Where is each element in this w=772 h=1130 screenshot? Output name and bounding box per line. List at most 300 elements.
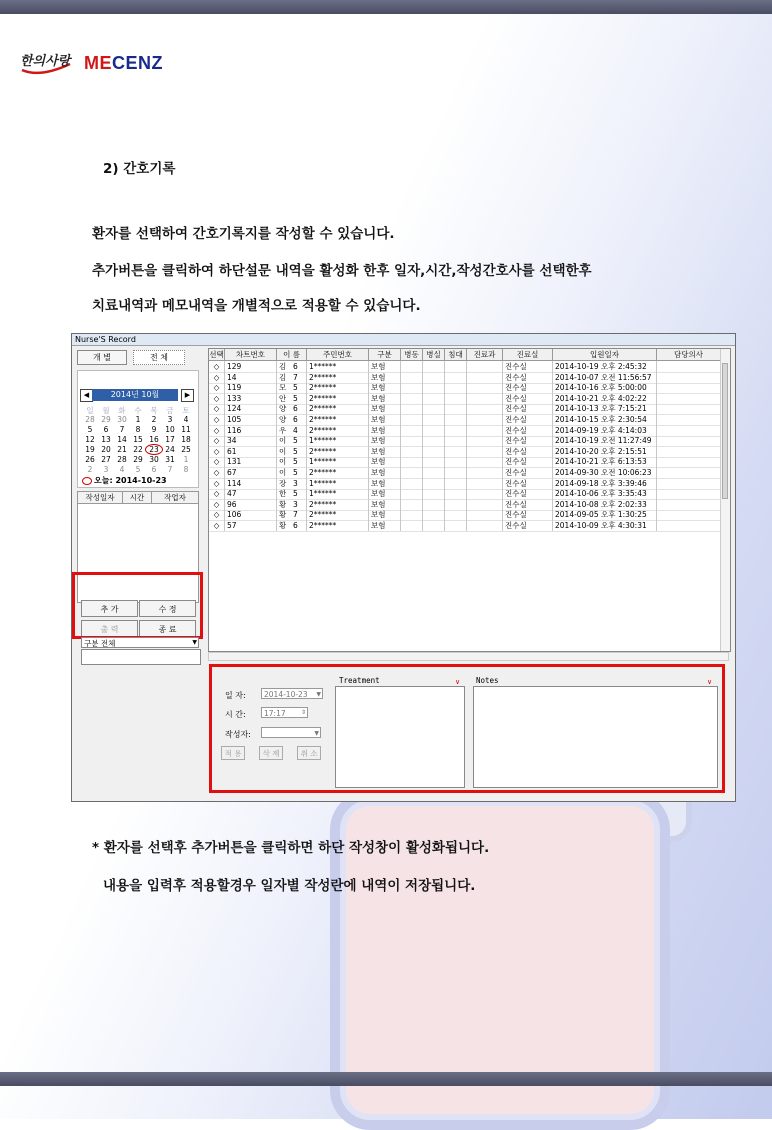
grid-col-header[interactable]: 침대	[445, 349, 467, 360]
grid-cell: 2014-10-19 오전 11:27:49	[553, 435, 657, 446]
grid-cell-empty	[657, 520, 721, 531]
grid-cell-empty	[401, 361, 423, 372]
grid-cell: 5	[291, 393, 307, 404]
grid-cell: 1******	[307, 488, 369, 499]
intro-line-3: 치료내역과 메모내역을 개별적으로 적용할 수 있습니다.	[92, 298, 421, 314]
select-diamond-icon[interactable]: ◇	[209, 499, 225, 510]
grid-cell: 진수실	[503, 478, 553, 489]
grid-cell: 보험	[369, 467, 401, 478]
grid-cell-empty	[401, 446, 423, 457]
highlight-buttons	[72, 572, 203, 639]
date-label: 일 자:	[225, 691, 246, 700]
grid-cell: 2******	[307, 520, 369, 531]
grid-cell-empty	[423, 499, 445, 510]
today-ring-icon	[82, 477, 92, 485]
calendar-day[interactable]: 21	[117, 445, 127, 454]
grid-cell: 4	[291, 425, 307, 436]
select-diamond-icon[interactable]: ◇	[209, 414, 225, 425]
grid-cell: 119	[225, 382, 277, 393]
calendar-days	[82, 415, 194, 474]
calendar-day[interactable]: 2	[151, 415, 157, 424]
grid-cell-empty	[423, 488, 445, 499]
grid-cell: 진수실	[503, 467, 553, 478]
select-diamond-icon[interactable]: ◇	[209, 456, 225, 467]
calendar-day[interactable]: 11	[181, 425, 191, 434]
calendar-day[interactable]: 31	[165, 455, 175, 464]
grid-cell-empty	[467, 425, 503, 436]
grid-cell: 2******	[307, 425, 369, 436]
grid-cell-empty	[467, 520, 503, 531]
grid-cell: 5	[291, 467, 307, 478]
grid-col-header[interactable]: 주민번호	[307, 349, 369, 360]
grid-cell: 5	[291, 446, 307, 457]
grid-cell: 6	[291, 414, 307, 425]
grid-cell-empty	[423, 467, 445, 478]
grid-cell: 131	[225, 456, 277, 467]
grid-header	[209, 349, 721, 361]
grid-cell-empty	[423, 361, 445, 372]
grid-cell-empty	[445, 509, 467, 520]
grid-cell: 보험	[369, 414, 401, 425]
chevron-down-icon: ▼	[316, 691, 321, 698]
grid-cell: 안	[279, 393, 287, 403]
grid-cell: 129	[225, 361, 277, 372]
grid-cell: 우	[279, 425, 287, 435]
calendar-next-button[interactable]: ▶	[181, 389, 194, 402]
calendar-day[interactable]: 5	[135, 465, 141, 474]
select-diamond-icon[interactable]: ◇	[209, 372, 225, 383]
edit-button[interactable]: 수 정	[139, 600, 196, 617]
grid-cell: 2******	[307, 499, 369, 510]
grid-cell-empty	[657, 393, 721, 404]
calendar-day[interactable]: 7	[167, 465, 173, 474]
grid-cell-empty	[445, 435, 467, 446]
treatment-dropdown-icon[interactable]: ∨	[455, 678, 461, 686]
calendar-day[interactable]: 7	[119, 425, 125, 434]
grid-cell-empty	[423, 403, 445, 414]
logo-brand: MECENZ	[84, 52, 163, 73]
grid-horizontal-scrollbar[interactable]	[208, 652, 729, 661]
grid-cell-empty	[445, 382, 467, 393]
grid-cell-empty	[423, 435, 445, 446]
cancel-button[interactable]: 취 소	[297, 746, 321, 760]
grid-cell: 61	[225, 446, 277, 457]
calendar-day[interactable]: 1	[183, 455, 189, 464]
grid-cell: 2******	[307, 382, 369, 393]
grid-cell-empty	[445, 488, 467, 499]
grid-cell-empty	[423, 425, 445, 436]
grid-cell-empty	[401, 478, 423, 489]
grid-cell-empty	[657, 382, 721, 393]
select-diamond-icon[interactable]: ◇	[209, 509, 225, 520]
grid-cell-empty	[445, 425, 467, 436]
grid-cell-empty	[657, 509, 721, 520]
grid-cell: 진수실	[503, 403, 553, 414]
col-time[interactable]: 시간	[123, 492, 152, 503]
patient-grid	[208, 348, 731, 652]
grid-cell: 124	[225, 403, 277, 414]
grid-cell: 2014-10-19 오후 2:45:32	[553, 361, 657, 372]
grid-cell: 2******	[307, 403, 369, 414]
grid-cell: 105	[225, 414, 277, 425]
grid-cell-empty	[401, 414, 423, 425]
grid-cell: 6	[291, 520, 307, 531]
weekday-label: 목	[150, 406, 158, 415]
grid-cell-empty	[657, 488, 721, 499]
grid-cell: 진수실	[503, 393, 553, 404]
grid-cell-empty	[657, 467, 721, 478]
grid-cell: 양	[279, 404, 287, 414]
grid-cell-empty	[657, 361, 721, 372]
grid-cell: 5	[291, 488, 307, 499]
grid-cell: 106	[225, 509, 277, 520]
calendar-day[interactable]: 4	[183, 415, 189, 424]
calendar-day[interactable]: 30	[149, 455, 159, 464]
grid-cell: 진수실	[503, 372, 553, 383]
grid-cell: 3	[291, 478, 307, 489]
calendar-day[interactable]: 17	[165, 435, 175, 444]
calendar-day[interactable]: 28	[117, 455, 127, 464]
grid-col-header[interactable]: 진료실	[503, 349, 553, 360]
grid-cell: 57	[225, 520, 277, 531]
grid-cell-empty	[467, 446, 503, 457]
calendar-prev-button[interactable]: ◀	[80, 389, 93, 402]
grid-cell: 2014-09-19 오후 4:14:03	[553, 425, 657, 436]
spin-icon: ⇕	[300, 709, 306, 716]
note-line-1: * 환자를 선택후 추가버튼을 클릭하면 하단 작성창이 활성화됩니다.	[92, 840, 490, 856]
grid-cell-empty	[467, 467, 503, 478]
col-write-date[interactable]: 작성일자	[78, 492, 123, 503]
top-bar	[0, 0, 772, 14]
calendar-day[interactable]: 19	[85, 445, 95, 454]
calendar-day[interactable]: 6	[151, 465, 157, 474]
grid-cell-empty	[467, 393, 503, 404]
intro-line-1: 환자를 선택하여 간호기록지를 작성할 수 있습니다.	[92, 226, 395, 242]
grid-cell: 보험	[369, 478, 401, 489]
grid-cell-empty	[401, 456, 423, 467]
grid-cell: 보험	[369, 361, 401, 372]
grid-cell: 2014-10-21 오후 6:13:53	[553, 456, 657, 467]
calendar-today[interactable]: 오늘: 2014-10-23	[82, 475, 167, 486]
grid-cell-empty	[401, 520, 423, 531]
grid-cell: 5	[291, 456, 307, 467]
time-stepper[interactable]: 17:17 ⇕	[261, 707, 308, 718]
grid-cell-empty	[445, 446, 467, 457]
grid-cell: 보험	[369, 509, 401, 520]
select-diamond-icon[interactable]: ◇	[209, 403, 225, 414]
calendar-day[interactable]: 10	[165, 425, 175, 434]
select-diamond-icon[interactable]: ◇	[209, 488, 225, 499]
grid-cell: 34	[225, 435, 277, 446]
calendar-day[interactable]: 30	[117, 415, 127, 424]
calendar-day[interactable]: 18	[181, 435, 191, 444]
grid-cell: 67	[225, 467, 277, 478]
grid-cell: 2014-09-05 오후 1:30:25	[553, 509, 657, 520]
grid-col-header[interactable]: 담당의사	[657, 349, 721, 360]
grid-cell: 2014-10-08 오후 2:02:33	[553, 499, 657, 510]
grid-cell-empty	[467, 499, 503, 510]
calendar	[77, 370, 199, 488]
grid-cell: 3	[291, 499, 307, 510]
grid-cell-empty	[467, 456, 503, 467]
grid-cell: 14	[225, 372, 277, 383]
nurse-record-window	[71, 333, 736, 802]
select-diamond-icon[interactable]: ◇	[209, 393, 225, 404]
grid-cell: 2014-10-21 오후 4:02:22	[553, 393, 657, 404]
grid-cell-empty	[467, 382, 503, 393]
grid-cell-empty	[467, 509, 503, 520]
apply-button[interactable]: 적 용	[221, 746, 245, 760]
scroll-thumb[interactable]	[722, 363, 728, 499]
grid-cell: 보험	[369, 488, 401, 499]
grid-cell: 2014-10-06 오후 3:35:43	[553, 488, 657, 499]
chevron-down-icon: ▼	[314, 730, 319, 737]
select-diamond-icon[interactable]: ◇	[209, 520, 225, 531]
grid-col-header[interactable]: 병실	[423, 349, 445, 360]
grid-cell: 1******	[307, 456, 369, 467]
calendar-day[interactable]: 23	[146, 445, 162, 454]
grid-cell: 장	[279, 478, 287, 488]
toggle-all[interactable]: 전 체	[133, 350, 185, 365]
grid-cell-empty	[423, 372, 445, 383]
grid-cell-empty	[467, 488, 503, 499]
notes-dropdown-icon[interactable]: ∨	[707, 678, 713, 686]
grid-cell: 7	[291, 509, 307, 520]
calendar-day[interactable]: 13	[101, 435, 111, 444]
grid-cell-empty	[467, 403, 503, 414]
treatment-title: Treatment	[339, 676, 380, 685]
category-filter-select[interactable]: 구분 전체 ▼	[81, 637, 199, 648]
note-line-2: 내용을 입력후 적용할경우 일자별 작성란에 내역이 저장됩니다.	[103, 878, 476, 894]
grid-cell: 보험	[369, 403, 401, 414]
calendar-day[interactable]: 29	[101, 415, 111, 424]
grid-cell: 황	[279, 510, 287, 520]
grid-cell: 2******	[307, 372, 369, 383]
calendar-day[interactable]: 14	[117, 435, 127, 444]
grid-cell-empty	[401, 403, 423, 414]
date-picker[interactable]: 2014-10-23 ▼	[261, 688, 323, 699]
select-diamond-icon[interactable]: ◇	[209, 478, 225, 489]
logo-korean: 한의사랑	[20, 54, 71, 69]
grid-cell: 한	[279, 489, 287, 499]
bottom-bar	[0, 1072, 772, 1086]
grid-col-header[interactable]: 병동	[401, 349, 423, 360]
calendar-day[interactable]: 8	[135, 425, 141, 434]
toggle-individual[interactable]: 개 별	[77, 350, 127, 365]
intro-line-2: 추가버튼을 클릭하여 하단설문 내역을 활성화 한후 일자,시간,작성간호사를 선택한후	[92, 263, 592, 279]
grid-cell: 진수실	[503, 520, 553, 531]
grid-cell-empty	[445, 372, 467, 383]
grid-cell: 114	[225, 478, 277, 489]
grid-cell: 진수실	[503, 488, 553, 499]
grid-cell: 진수실	[503, 382, 553, 393]
grid-cell-empty	[423, 414, 445, 425]
delete-button[interactable]: 삭 제	[259, 746, 283, 760]
calendar-day[interactable]: 15	[133, 435, 143, 444]
grid-cell-empty	[445, 499, 467, 510]
grid-cell: 진수실	[503, 509, 553, 520]
grid-cell: 진수실	[503, 446, 553, 457]
grid-col-header[interactable]: 입원일자	[553, 349, 657, 360]
chevron-down-icon: ▼	[192, 639, 197, 646]
grid-cell: 이	[279, 457, 287, 467]
grid-cell: 황	[279, 521, 287, 530]
grid-cell: 96	[225, 499, 277, 510]
brand-logo	[20, 50, 163, 76]
grid-col-header[interactable]: 선택	[209, 350, 224, 359]
grid-cell: 진수실	[503, 361, 553, 372]
calendar-day[interactable]: 2	[87, 465, 93, 474]
weekday-label: 일	[86, 406, 94, 415]
grid-col-header[interactable]: 차트번호	[225, 349, 277, 360]
grid-cell-empty	[467, 414, 503, 425]
calendar-day[interactable]: 4	[119, 465, 125, 474]
grid-cell: 보험	[369, 435, 401, 446]
print-button[interactable]: 출 력	[81, 620, 138, 637]
grid-cell: 진수실	[503, 414, 553, 425]
grid-cell: 이	[279, 436, 287, 446]
grid-col-header[interactable]: 이 름	[277, 349, 307, 360]
weekday-label: 월	[102, 406, 110, 415]
filter-list[interactable]	[81, 649, 201, 665]
grid-cell-empty	[401, 467, 423, 478]
grid-cell-empty	[445, 414, 467, 425]
grid-cell: 2014-10-09 오후 4:30:31	[553, 520, 657, 531]
select-diamond-icon[interactable]: ◇	[209, 467, 225, 478]
weekday-label: 금	[166, 406, 174, 415]
calendar-month: 2014년 10월	[92, 389, 178, 401]
calendar-day[interactable]: 29	[133, 455, 143, 464]
grid-cell-empty	[401, 425, 423, 436]
calendar-day[interactable]: 25	[181, 445, 191, 454]
col-worker[interactable]: 작업자	[164, 493, 186, 502]
grid-cell-empty	[401, 509, 423, 520]
grid-cell-empty	[423, 456, 445, 467]
calendar-day[interactable]: 24	[165, 445, 175, 454]
section-heading: 2) 간호기록	[103, 161, 176, 177]
select-diamond-icon[interactable]: ◇	[209, 435, 225, 446]
calendar-day[interactable]: 12	[85, 435, 95, 444]
calendar-day[interactable]: 22	[133, 445, 143, 454]
grid-cell: 2******	[307, 446, 369, 457]
grid-cell-empty	[467, 435, 503, 446]
grid-cell: 2******	[307, 414, 369, 425]
calendar-day[interactable]: 20	[101, 445, 111, 454]
grid-cell-empty	[401, 393, 423, 404]
select-diamond-icon[interactable]: ◇	[209, 446, 225, 457]
select-diamond-icon[interactable]: ◇	[209, 382, 225, 393]
highlight-form	[209, 664, 725, 793]
grid-cell: 6	[291, 403, 307, 414]
grid-cell-empty	[657, 456, 721, 467]
grid-col-header[interactable]: 구분	[369, 349, 401, 360]
logo-mark	[20, 50, 76, 76]
grid-cell-empty	[657, 435, 721, 446]
grid-cell-empty	[657, 372, 721, 383]
grid-cell: 2******	[307, 467, 369, 478]
calendar-day[interactable]: 5	[87, 425, 93, 434]
add-button[interactable]: 추 가	[81, 600, 138, 617]
grid-cell: 5	[291, 382, 307, 393]
grid-cell: 진수실	[503, 435, 553, 446]
grid-cell: 2014-09-18 오후 3:39:46	[553, 478, 657, 489]
calendar-day[interactable]: 16	[149, 435, 159, 444]
notes-title: Notes	[476, 676, 499, 685]
grid-cell: 보험	[369, 456, 401, 467]
calendar-day[interactable]: 8	[183, 465, 189, 474]
grid-cell: 양	[279, 415, 287, 424]
grid-cell: 7	[291, 372, 307, 383]
window-title: Nurse'S Record	[72, 334, 735, 346]
select-diamond-icon[interactable]: ◇	[209, 425, 225, 436]
grid-cell: 황	[279, 499, 287, 509]
left-panel	[75, 348, 200, 798]
grid-cell-empty	[657, 425, 721, 436]
grid-cell: 47	[225, 488, 277, 499]
grid-cell: 2******	[307, 393, 369, 404]
calendar-day[interactable]: 27	[101, 455, 111, 464]
grid-cell: 6	[291, 361, 307, 372]
grid-cell-empty	[423, 446, 445, 457]
time-label: 시 간:	[225, 710, 246, 719]
calendar-day[interactable]: 26	[85, 455, 95, 464]
grid-cell-empty	[401, 372, 423, 383]
select-diamond-icon[interactable]: ◇	[209, 361, 225, 372]
table-row[interactable]	[209, 520, 721, 532]
grid-cell-empty	[445, 456, 467, 467]
grid-cell: 2014-10-20 오후 2:15:51	[553, 446, 657, 457]
grid-cell-empty	[657, 499, 721, 510]
grid-cell: 김	[279, 372, 287, 382]
grid-cell-empty	[445, 403, 467, 414]
grid-cell: 2014-10-15 오후 2:30:54	[553, 414, 657, 425]
grid-cell-empty	[657, 446, 721, 457]
close-button[interactable]: 종 료	[139, 620, 196, 637]
weekday-label: 토	[182, 406, 190, 415]
grid-cell: 보험	[369, 446, 401, 457]
grid-cell: 5	[291, 435, 307, 446]
grid-cell: 보험	[369, 372, 401, 383]
calendar-day[interactable]: 1	[135, 415, 141, 424]
calendar-day[interactable]: 3	[167, 415, 173, 424]
grid-cell: 보험	[369, 393, 401, 404]
grid-cell: 2014-10-07 오전 11:56:57	[553, 372, 657, 383]
calendar-day[interactable]: 28	[85, 415, 95, 424]
grid-cell-empty	[657, 403, 721, 414]
grid-cell: 2014-10-13 오후 7:15:21	[553, 403, 657, 414]
grid-cell-empty	[401, 435, 423, 446]
grid-cell-empty	[423, 393, 445, 404]
grid-cell: 보험	[369, 382, 401, 393]
grid-cell: 1******	[307, 435, 369, 446]
grid-cell: 진수실	[503, 499, 553, 510]
grid-cell: 보험	[369, 520, 401, 531]
calendar-day[interactable]: 9	[151, 425, 157, 434]
weekday-label: 수	[134, 406, 142, 415]
grid-cell: 김	[279, 362, 287, 371]
calendar-day[interactable]: 3	[103, 465, 109, 474]
calendar-day[interactable]: 6	[103, 425, 109, 434]
grid-cell: 보험	[369, 499, 401, 510]
grid-cell-empty	[445, 393, 467, 404]
grid-cell-empty	[401, 499, 423, 510]
record-form	[211, 664, 727, 792]
grid-cell: 116	[225, 425, 277, 436]
grid-cell-empty	[657, 414, 721, 425]
grid-vertical-scrollbar[interactable]	[720, 349, 730, 651]
grid-cell-empty	[445, 478, 467, 489]
grid-col-header[interactable]: 진료과	[467, 349, 503, 360]
